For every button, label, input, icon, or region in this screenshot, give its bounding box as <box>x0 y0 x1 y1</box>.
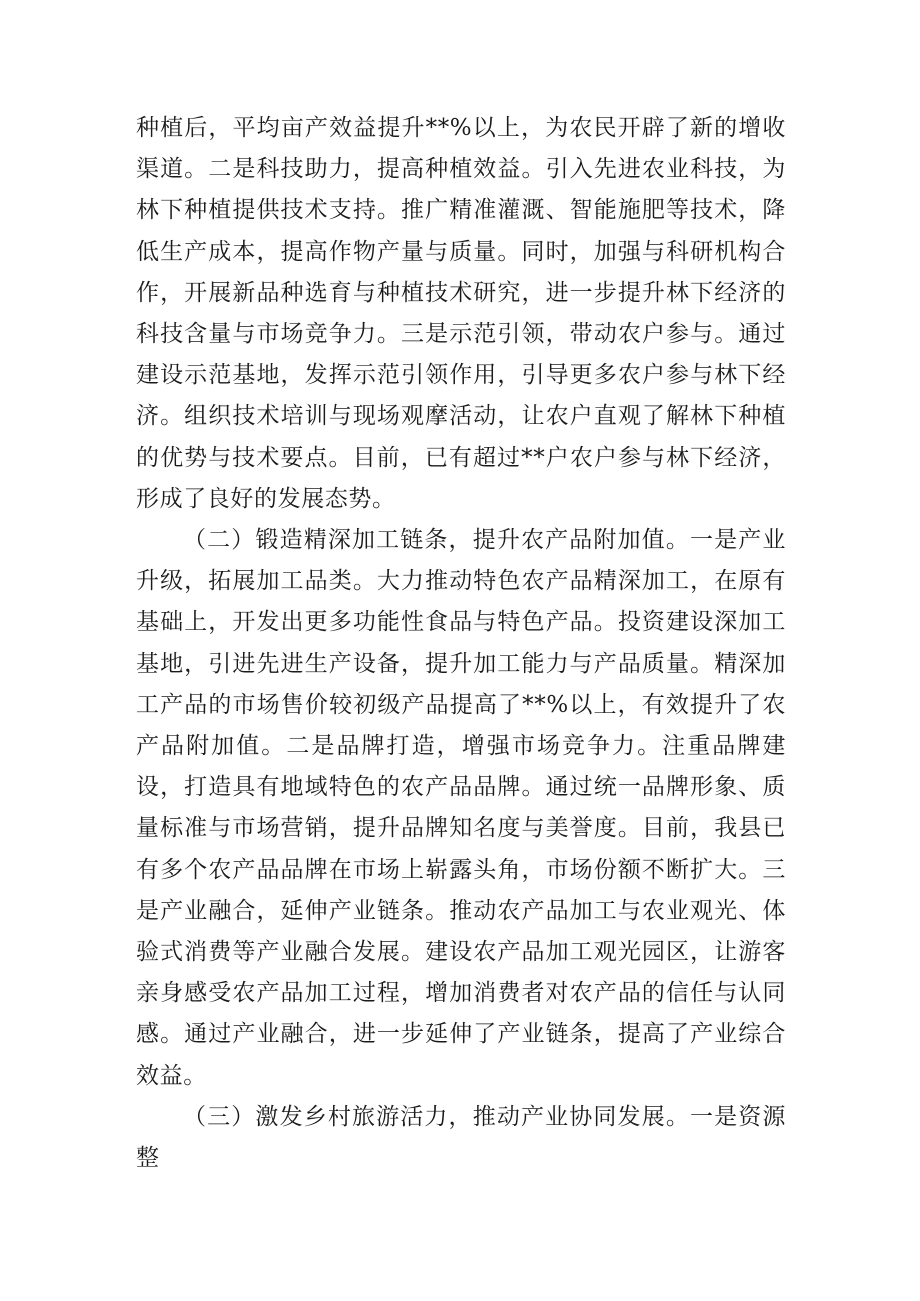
paragraph-1: 种植后，平均亩产效益提升**%以上，为农民开辟了新的增收渠道。二是科技助力，提高种植效益。引入先进农业科技，为林下种植提供技术支持。推广精准灌溉、智能施肥等技术，降低生产成本，提高作物产量与质量。同时，加强与科研机构合作，开展新品种选育与种植技术研究，进一步提升林下经济的科技含量与市场竞争力。三是示范引领，带动农户参与。通过建设示范基地，发挥示范引领作用，引导更多农户参与林下经济。组织技术培训与现场观摩活动，让农户直观了解林下种植的优势与技术要点。目前，已有超过**户农户参与林下经济，形成了良好的发展态势。 <box>136 115 786 512</box>
paragraph-3: （三）激发乡村旅游活力，推动产业协同发展。一是资源整 <box>136 1103 786 1172</box>
paragraph-2: （二）锻造精深加工链条，提升农产品附加值。一是产业升级，拓展加工品类。大力推动特色农产品精深加工，在原有基础上，开发出更多功能性食品与特色产品。投资建设深加工基地，引进先进生产设备，提升加工能力与产品质量。精深加工产品的市场售价较初级产品提高了**%以上，有效提升了农产品附加值。二是品牌打造，增强市场竞争力。注重品牌建设，打造具有地域特色的农产品品牌。通过统一品牌形象、质量标准与市场营销，提升品牌知名度与美誉度。目前，我县已有多个农产品品牌在市场上崭露头角，市场份额不断扩大。三是产业融合，延伸产业链条。推动农产品加工与农业观光、体验式消费等产业融合发展。建设农产品加工观光园区，让游客亲身感受农产品加工过程，增加消费者对农产品的信任与认同感。通过产业融合，进一步延伸了产业链条，提高了产业综合效益。 <box>136 527 786 1089</box>
document-body <box>136 108 786 1179</box>
